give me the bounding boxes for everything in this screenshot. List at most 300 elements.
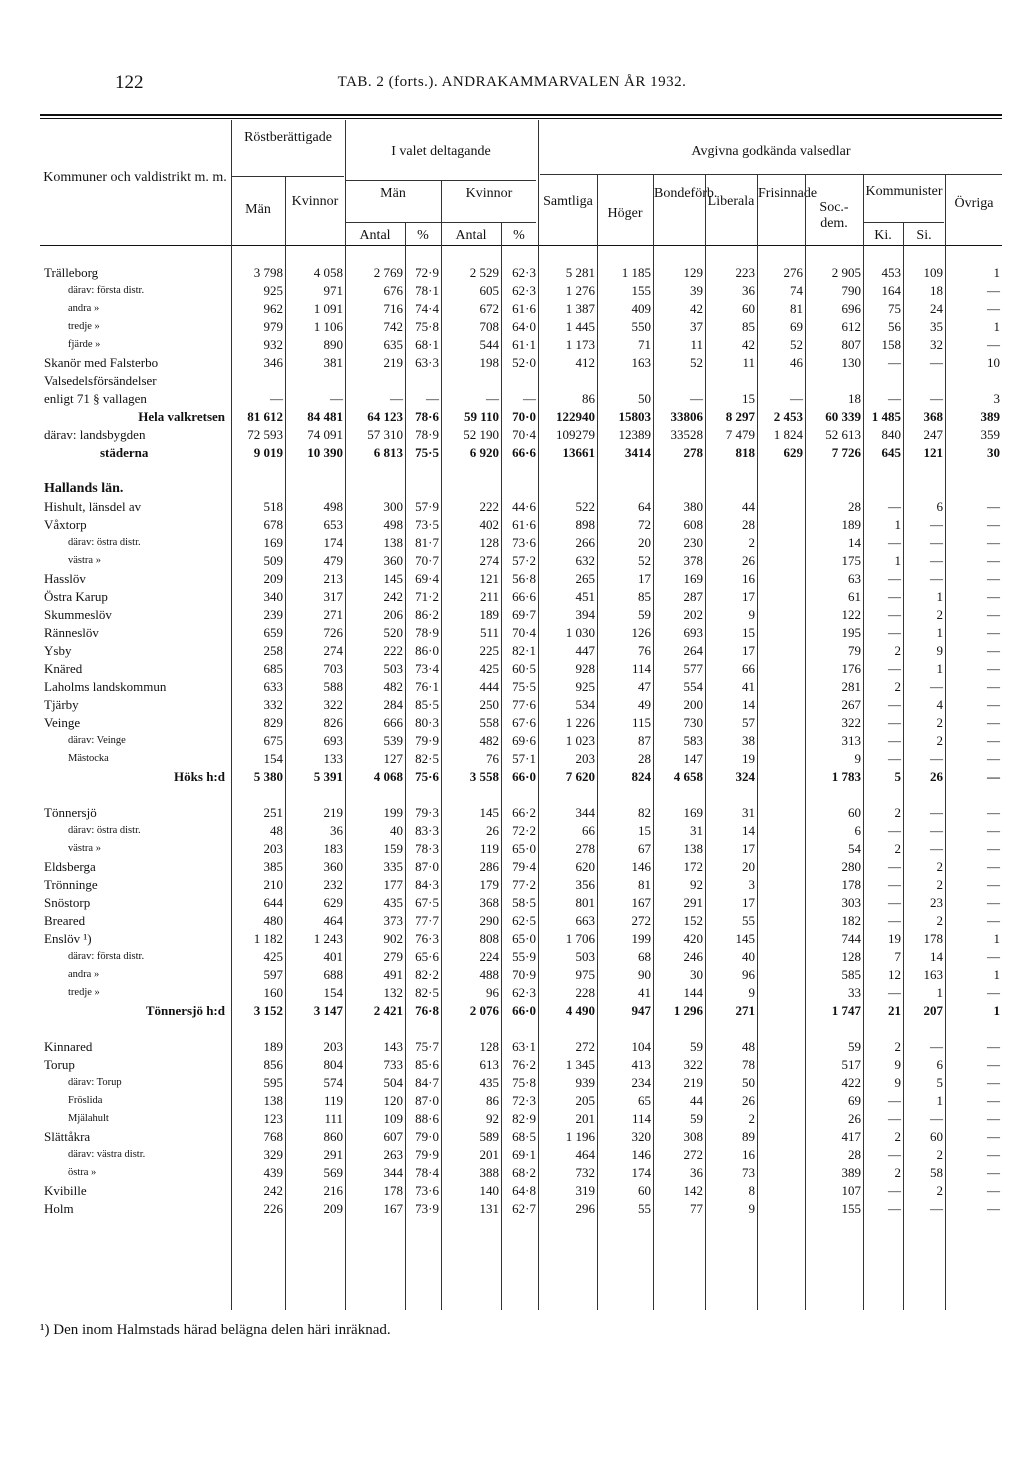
table-cell (501, 786, 538, 804)
table-cell: 85·5 (415, 697, 439, 712)
table-cell: 6 (854, 823, 861, 838)
table-cell: — (390, 391, 403, 406)
table-cell: 75·7 (415, 1039, 439, 1054)
table-cell: 313 (841, 733, 861, 748)
table-cell: 26 (742, 553, 755, 568)
table-cell (653, 372, 705, 390)
table-cell: — (930, 841, 943, 856)
table-cell: — (888, 571, 901, 586)
table-row (40, 1200, 1002, 1218)
table-cell: 23 (930, 895, 943, 910)
table-cell: 76·2 (512, 1057, 536, 1072)
table-cell: 68·5 (512, 1129, 536, 1144)
table-cell: 368 (479, 895, 499, 910)
table-cell: 5 380 (253, 769, 283, 784)
table-cell: — (888, 715, 901, 730)
header-liberala: Liberala (707, 194, 755, 209)
table-row (40, 606, 1002, 624)
table-cell: 49 (638, 697, 651, 712)
table-row (40, 1002, 1002, 1020)
table-cell: 939 (575, 1075, 595, 1090)
table-cell: 167 (631, 895, 651, 910)
table-cell: 742 (383, 319, 403, 334)
table-cell (903, 462, 945, 480)
table-cell: 9 (936, 643, 943, 658)
row-label: Ränneslöv (44, 625, 99, 640)
header-sub-rule (540, 174, 1002, 175)
table-cell: 75·8 (512, 1075, 536, 1090)
table-cell: 163 (631, 355, 651, 370)
table-cell: 4 658 (673, 769, 703, 784)
table-cell: 82·5 (415, 751, 439, 766)
table-cell (757, 966, 805, 984)
table-cell: 274 (323, 643, 343, 658)
table-cell: 708 (479, 319, 499, 334)
table-cell: 381 (323, 355, 343, 370)
table-cell: 20 (638, 535, 651, 550)
table-cell: 7 479 (725, 427, 755, 442)
table-cell: 32 (930, 337, 943, 352)
table-cell: — (888, 661, 901, 676)
table-cell: 207 (923, 1003, 943, 1018)
table-cell (805, 786, 863, 804)
table-cell: 1 091 (313, 301, 343, 316)
table-cell: 80·3 (415, 715, 439, 730)
table-cell: 169 (683, 805, 703, 820)
table-cell: 5 (936, 1075, 943, 1090)
row-label: Breared (44, 913, 86, 928)
table-cell: 2 (894, 1165, 901, 1180)
table-cell (501, 480, 538, 498)
table-cell: 808 (479, 931, 499, 946)
table-cell: — (987, 661, 1000, 676)
table-row (40, 822, 1002, 840)
table-cell: 2 529 (469, 265, 499, 280)
row-label: Laholms landskommun (44, 679, 167, 694)
table-cell: 145 (735, 931, 755, 946)
table-cell: 479 (323, 553, 343, 568)
table-cell: 133 (323, 751, 343, 766)
table-cell (757, 1038, 805, 1056)
table-cell: — (987, 1075, 1000, 1090)
table-cell (757, 534, 805, 552)
page-number: 122 (115, 72, 144, 93)
table-cell (757, 840, 805, 858)
table-cell: 676 (383, 283, 403, 298)
table-cell: 344 (575, 805, 595, 820)
table-cell: 1 226 (565, 715, 595, 730)
table-cell (345, 462, 405, 480)
table-cell: 464 (575, 1147, 595, 1162)
table-cell: 37 (690, 319, 703, 334)
table-row (40, 786, 1002, 804)
table-cell: 144 (683, 985, 703, 1000)
table-cell (405, 372, 441, 390)
table-cell (285, 1020, 345, 1038)
table-cell: 48 (270, 823, 283, 838)
table-cell: 87·0 (415, 859, 439, 874)
table-cell: 1 387 (565, 301, 595, 316)
table-cell: — (888, 625, 901, 640)
table-cell: 5 391 (313, 769, 343, 784)
table-cell: 87 (638, 733, 651, 748)
table-row (40, 588, 1002, 606)
table-cell: 17 (742, 841, 755, 856)
table-cell: 74 (790, 283, 803, 298)
table-cell: 69·1 (512, 1147, 536, 1162)
table-cell: 60 (742, 301, 755, 316)
table-row (40, 1164, 1002, 1182)
row-label: Eldsberga (44, 859, 96, 874)
table-cell: 2 (894, 841, 901, 856)
table-cell (945, 786, 1002, 804)
table-cell: 226 (263, 1201, 283, 1216)
table-cell: 78·4 (415, 1165, 439, 1180)
table-cell: 666 (383, 715, 403, 730)
table-cell: 234 (631, 1075, 651, 1090)
table-cell (757, 606, 805, 624)
table-cell: 2 (894, 643, 901, 658)
table-cell: 2 905 (831, 265, 861, 280)
table-cell: 60·5 (512, 661, 536, 676)
table-cell: 178 (923, 931, 943, 946)
table-cell: 65·0 (512, 841, 536, 856)
table-cell: 81·7 (415, 535, 439, 550)
table-cell: 2 (894, 679, 901, 694)
header-man-deltagande: Män (380, 186, 406, 201)
table-cell: 44·6 (512, 499, 536, 514)
table-cell: 308 (683, 1129, 703, 1144)
table-cell (903, 480, 945, 498)
table-cell: 1 (936, 625, 943, 640)
table-cell: 81 612 (247, 409, 283, 424)
table-cell: 385 (263, 859, 283, 874)
table-cell: 60 (930, 1129, 943, 1144)
table-cell: — (888, 877, 901, 892)
table-cell: — (930, 355, 943, 370)
table-cell (538, 462, 597, 480)
table-cell: 20 (742, 859, 755, 874)
table-cell: 14 (930, 949, 943, 964)
table-cell: 356 (575, 877, 595, 892)
table-cell: 59 (848, 1039, 861, 1054)
header-bottom-rule (40, 245, 1002, 246)
table-cell: 588 (323, 679, 343, 694)
table-cell: 33806 (670, 409, 703, 424)
row-label: andra » (68, 969, 100, 980)
row-label: Veinge (44, 715, 81, 730)
row-label: Holm (44, 1201, 74, 1216)
table-cell: 189 (263, 1039, 283, 1054)
table-cell: 81 (638, 877, 651, 892)
table-cell: 63·3 (415, 355, 439, 370)
table-cell: 612 (841, 319, 861, 334)
table-cell: 539 (383, 733, 403, 748)
table-cell: 585 (841, 967, 861, 982)
row-label: Torup (44, 1057, 75, 1072)
footnote: ¹) Den inom Halmstads härad belägna delen häri inräknad. (40, 1322, 391, 1338)
table-cell: 167 (383, 1201, 403, 1216)
table-cell (441, 462, 501, 480)
table-row (40, 948, 1002, 966)
table-cell: 35 (930, 319, 943, 334)
table-row (40, 858, 1002, 876)
row-label: Trönninge (44, 877, 98, 892)
table-cell: 15 (742, 391, 755, 406)
table-cell: 122940 (556, 409, 595, 424)
row-label: därav: landsbygden (44, 427, 146, 442)
table-cell: 67·6 (512, 715, 536, 730)
table-cell: 50 (638, 391, 651, 406)
row-label: Hela valkretsen (138, 409, 225, 424)
table-cell: 114 (631, 661, 651, 676)
header-samtliga: Samtliga (543, 194, 593, 209)
row-label: tredje » (68, 321, 100, 332)
table-cell: 394 (575, 607, 595, 622)
table-cell: 511 (479, 625, 499, 640)
table-cell: 8 (748, 1183, 755, 1198)
table-cell: 55 (638, 1201, 651, 1216)
table-cell: — (987, 1039, 1000, 1054)
table-cell: 925 (575, 679, 595, 694)
table-cell: 85 (742, 319, 755, 334)
table-cell: 264 (683, 643, 703, 658)
table-cell: 246 (683, 949, 703, 964)
table-cell: 947 (631, 1003, 651, 1018)
table-cell: 389 (980, 409, 1000, 424)
table-cell: 267 (841, 697, 861, 712)
table-cell: 388 (479, 1165, 499, 1180)
table-cell: 60 339 (825, 409, 861, 424)
table-cell: — (888, 1093, 901, 1108)
table-cell (805, 372, 863, 390)
table-cell: 138 (263, 1093, 283, 1108)
table-cell (757, 588, 805, 606)
table-cell: 9 (854, 751, 861, 766)
table-cell: 61·6 (512, 301, 536, 316)
table-row (40, 1038, 1002, 1056)
header-rostberattigade: Röstberättigade (244, 130, 332, 145)
table-cell: 47 (638, 679, 651, 694)
table-cell: 504 (383, 1075, 403, 1090)
table-cell: 12 (888, 967, 901, 982)
table-cell: 44 (742, 499, 755, 514)
table-row (40, 1182, 1002, 1200)
table-cell: 58·5 (512, 895, 536, 910)
table-cell (705, 372, 757, 390)
table-cell: 6 (936, 1057, 943, 1072)
table-cell (757, 642, 805, 660)
table-cell (538, 480, 597, 498)
table-cell: 688 (323, 967, 343, 982)
table-cell: 31 (690, 823, 703, 838)
table-row (40, 876, 1002, 894)
table-cell (757, 894, 805, 912)
table-cell: 201 (479, 1147, 499, 1162)
table-cell: 632 (575, 553, 595, 568)
table-cell: 86 (486, 1093, 499, 1108)
table-cell: 633 (263, 679, 283, 694)
table-cell: 73·9 (415, 1201, 439, 1216)
table-cell: 278 (683, 445, 703, 460)
table-cell: 87·0 (415, 1093, 439, 1108)
table-cell (757, 732, 805, 750)
table-row (40, 1020, 1002, 1038)
row-label: Slättåkra (44, 1129, 91, 1144)
table-cell: 75 (888, 301, 901, 316)
top-rule-thin (40, 118, 1002, 119)
table-cell: 247 (923, 427, 943, 442)
table-cell (285, 462, 345, 480)
table-cell: 68·2 (512, 1165, 536, 1180)
table-cell: 518 (263, 499, 283, 514)
table-cell: 109279 (556, 427, 595, 442)
table-cell: 64·8 (512, 1183, 536, 1198)
table-cell: 389 (841, 1165, 861, 1180)
table-cell: — (888, 913, 901, 928)
table-cell: 3 (993, 391, 1000, 406)
table-cell: — (987, 823, 1000, 838)
table-cell: 10 390 (307, 445, 343, 460)
table-cell: 222 (479, 499, 499, 514)
table-cell: 142 (683, 1183, 703, 1198)
table-cell: — (690, 391, 703, 406)
table-cell (757, 552, 805, 570)
table-cell: 52 (638, 553, 651, 568)
table-cell: 274 (479, 553, 499, 568)
row-label: östra » (68, 1167, 97, 1178)
table-cell: 219 (383, 355, 403, 370)
table-cell (441, 480, 501, 498)
table-cell: 82·2 (415, 967, 439, 982)
table-cell: 130 (841, 355, 861, 370)
table-cell: 6 813 (373, 445, 403, 460)
row-label: därav: östra distr. (68, 825, 141, 836)
row-label: Enslöv ¹) (44, 931, 92, 946)
table-cell: 219 (323, 805, 343, 820)
table-cell: 224 (479, 949, 499, 964)
table-cell: 675 (263, 733, 283, 748)
table-cell (903, 372, 945, 390)
table-cell: 425 (479, 661, 499, 676)
table-cell: — (987, 607, 1000, 622)
table-cell: 199 (631, 931, 651, 946)
table-row (40, 1092, 1002, 1110)
table-cell: 129 (683, 265, 703, 280)
table-cell: 68 (638, 949, 651, 964)
table-cell: 177 (383, 877, 403, 892)
table-row (40, 966, 1002, 984)
table-cell: 491 (383, 967, 403, 982)
table-row (40, 750, 1002, 768)
table-cell: — (987, 337, 1000, 352)
table-cell: 83·3 (415, 823, 439, 838)
table-cell: 291 (323, 1147, 343, 1162)
table-row (40, 480, 1002, 498)
table-cell: 613 (479, 1057, 499, 1072)
table-cell: 17 (638, 571, 651, 586)
table-cell: — (987, 805, 1000, 820)
table-cell: — (987, 1111, 1000, 1126)
table-cell: 86·2 (415, 607, 439, 622)
table-cell: 422 (841, 1075, 861, 1090)
table-cell: 435 (383, 895, 403, 910)
table-cell (757, 1146, 805, 1164)
row-label: Snöstorp (44, 895, 91, 910)
table-cell: 1 106 (313, 319, 343, 334)
table-cell (405, 786, 441, 804)
table-cell: 15803 (618, 409, 651, 424)
table-cell: 210 (263, 877, 283, 892)
table-cell: 69 (848, 1093, 861, 1108)
table-cell: 159 (383, 841, 403, 856)
table-cell: 488 (479, 967, 499, 982)
table-cell: 402 (479, 517, 499, 532)
table-cell: 672 (479, 301, 499, 316)
table-cell (757, 858, 805, 876)
table-cell: 439 (263, 1165, 283, 1180)
row-label: därav: östra distr. (68, 537, 141, 548)
table-cell (757, 984, 805, 1002)
table-cell: — (888, 1183, 901, 1198)
table-cell (757, 1200, 805, 1218)
table-cell: 276 (783, 265, 803, 280)
table-cell: 359 (980, 427, 1000, 442)
table-cell: 335 (383, 859, 403, 874)
table-cell: — (987, 283, 1000, 298)
row-label: Kinnared (44, 1039, 93, 1054)
table-cell: 589 (479, 1129, 499, 1144)
table-cell: 258 (263, 643, 283, 658)
table-cell: 15 (742, 625, 755, 640)
table-cell: 56 (888, 319, 901, 334)
header-kvinnor: Kvinnor (291, 194, 339, 209)
table-cell (757, 678, 805, 696)
table-cell (705, 1020, 757, 1038)
table-cell: 52·0 (512, 355, 536, 370)
table-cell: 1 706 (565, 931, 595, 946)
table-cell: 17 (742, 643, 755, 658)
table-cell: 115 (631, 715, 651, 730)
table-cell: 70·9 (512, 967, 536, 982)
table-cell (757, 372, 805, 390)
table-cell: 57·1 (512, 751, 536, 766)
table-cell: — (930, 553, 943, 568)
table-cell: 174 (631, 1165, 651, 1180)
table-row (40, 552, 1002, 570)
table-cell: 92 (690, 877, 703, 892)
table-row (40, 642, 1002, 660)
table-cell: 71·2 (415, 589, 439, 604)
table-cell: 40 (742, 949, 755, 964)
table-cell: — (987, 985, 1000, 1000)
table-cell: 726 (323, 625, 343, 640)
row-label: enligt 71 § vallagen (44, 391, 147, 406)
row-label: Trälleborg (44, 265, 99, 280)
table-cell: 503 (575, 949, 595, 964)
table-cell: 82·9 (512, 1111, 536, 1126)
table-cell: 219 (683, 1075, 703, 1090)
table-cell (653, 786, 705, 804)
table-cell (757, 660, 805, 678)
table-cell: 65·0 (512, 931, 536, 946)
table-cell (501, 462, 538, 480)
table-row (40, 462, 1002, 480)
table-cell: 31 (742, 805, 755, 820)
table-cell: 138 (683, 841, 703, 856)
header-pct-man: % (417, 228, 429, 243)
row-label: fjärde » (68, 339, 101, 350)
